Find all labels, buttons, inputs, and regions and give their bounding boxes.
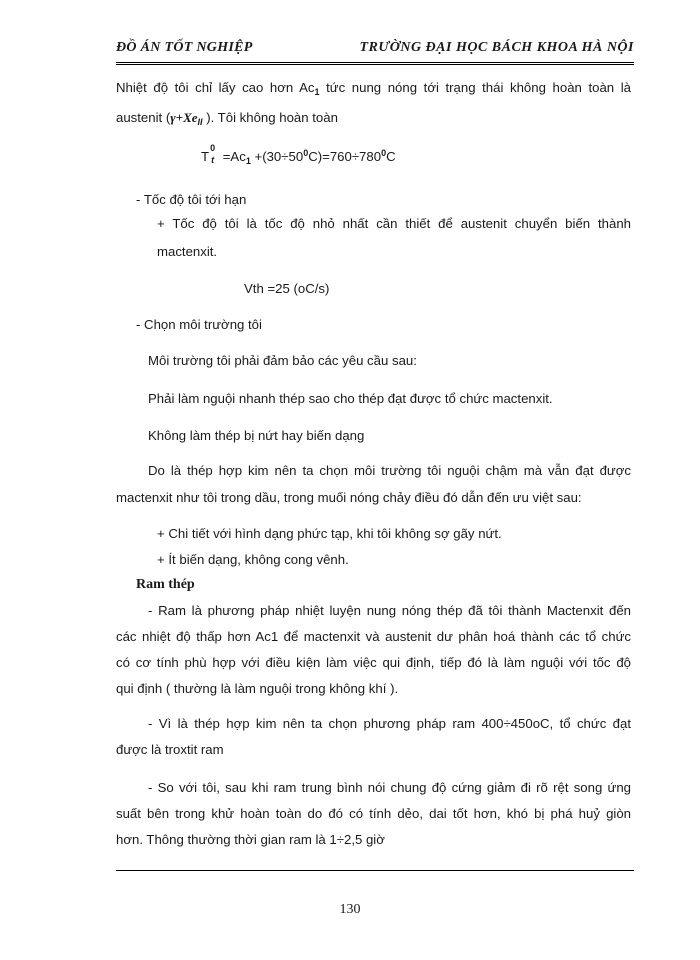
tempering-heading: Ram thép bbox=[136, 577, 195, 592]
critical-speed-desc-1: + Tốc độ tôi là tốc độ nhỏ nhất cần thiết để austenit chuyển biến thành bbox=[157, 216, 631, 231]
medium-paragraph-line-1: Do là thép hợp kim nên ta chọn môi trường tôi nguội chậm mà vẫn đạt được bbox=[148, 463, 631, 478]
advantage-2: + Ít biến dạng, không cong vênh. bbox=[157, 552, 349, 567]
tempering-para-1-line-2: các nhiệt độ thấp hơn Ac1 để mactenxit và austenit dư phân hoá thành các tổ chức bbox=[116, 629, 631, 644]
page-header bbox=[116, 40, 634, 60]
header-rule bbox=[116, 62, 634, 65]
header-title-right: TRƯỜNG ĐẠI HỌC BÁCH KHOA HÀ NỘI bbox=[359, 40, 634, 55]
tempering-para-3-line-2: suất bên trong khử hoàn toàn do đó có tính dẻo, dai tốt hơn, khó bị phá huỷ giòn bbox=[116, 806, 631, 821]
medium-requirement-2: Không làm thép bị nứt hay biến dạng bbox=[148, 428, 365, 443]
footer-rule bbox=[116, 870, 634, 871]
critical-speed-value: Vth =25 (oC/s) bbox=[244, 281, 330, 296]
tempering-para-1-line-4: qui định ( thường là làm nguội trong không khí ). bbox=[116, 681, 399, 696]
advantage-1: + Chi tiết với hình dạng phức tạp, khi tôi không sợ gãy nứt. bbox=[157, 526, 502, 541]
medium-heading: - Chọn môi trường tôi bbox=[136, 317, 262, 332]
tempering-para-2-line-1: - Vì là thép hợp kim nên ta chọn phương pháp ram 400÷450oC, tổ chức đạt bbox=[148, 716, 631, 731]
medium-paragraph-line-2: mactenxit như tôi trong dầu, trong muối nóng chảy điều đó dẫn đến ưu việt sau: bbox=[116, 490, 582, 505]
austenitizing-formula: T 0 t $=Ac_1 +(30\div 50^0C)=760\div 780^0C$ bbox=[201, 143, 396, 166]
medium-requirement-1: Phải làm nguội nhanh thép sao cho thép đạt được tổ chức mactenxit. bbox=[148, 391, 553, 406]
tempering-para-2-line-2: được là troxtit ram bbox=[116, 742, 224, 757]
critical-speed-desc-2: mactenxit. bbox=[157, 244, 218, 259]
page-number: 130 bbox=[339, 902, 361, 917]
intro-line-2: austenit ($\gamma+Xe_{II}$ ). Tôi không hoàn toàn bbox=[116, 110, 338, 127]
medium-requirements: Môi trường tôi phải đảm bảo các yêu cầu sau: bbox=[148, 353, 417, 368]
header-title-left: ĐỒ ÁN TỐT NGHIỆP bbox=[116, 40, 253, 55]
tempering-para-1-line-1: - Ram là phương pháp nhiệt luyện nung nóng thép đã tôi thành Mactenxit đến bbox=[148, 603, 631, 618]
tempering-para-3-line-1: - So với tôi, sau khi ram trung bình nói chung độ cứng giảm đi rõ rệt song ứng bbox=[148, 780, 631, 795]
tempering-para-3-line-3: hơn. Thông thường thời gian ram là 1÷2,5 giờ bbox=[116, 832, 385, 847]
intro-line-1: Nhiệt độ tôi chỉ lấy cao hơn $Ac_1$ tức nung nóng tới trạng thái không hoàn toàn là bbox=[116, 80, 631, 97]
critical-speed-heading: - Tốc độ tôi tới hạn bbox=[136, 192, 247, 207]
tempering-para-1-line-3: có cơ tính phù hợp với điều kiện làm việc qui định, tiếp đó là làm nguội với tốc độ bbox=[116, 655, 631, 670]
